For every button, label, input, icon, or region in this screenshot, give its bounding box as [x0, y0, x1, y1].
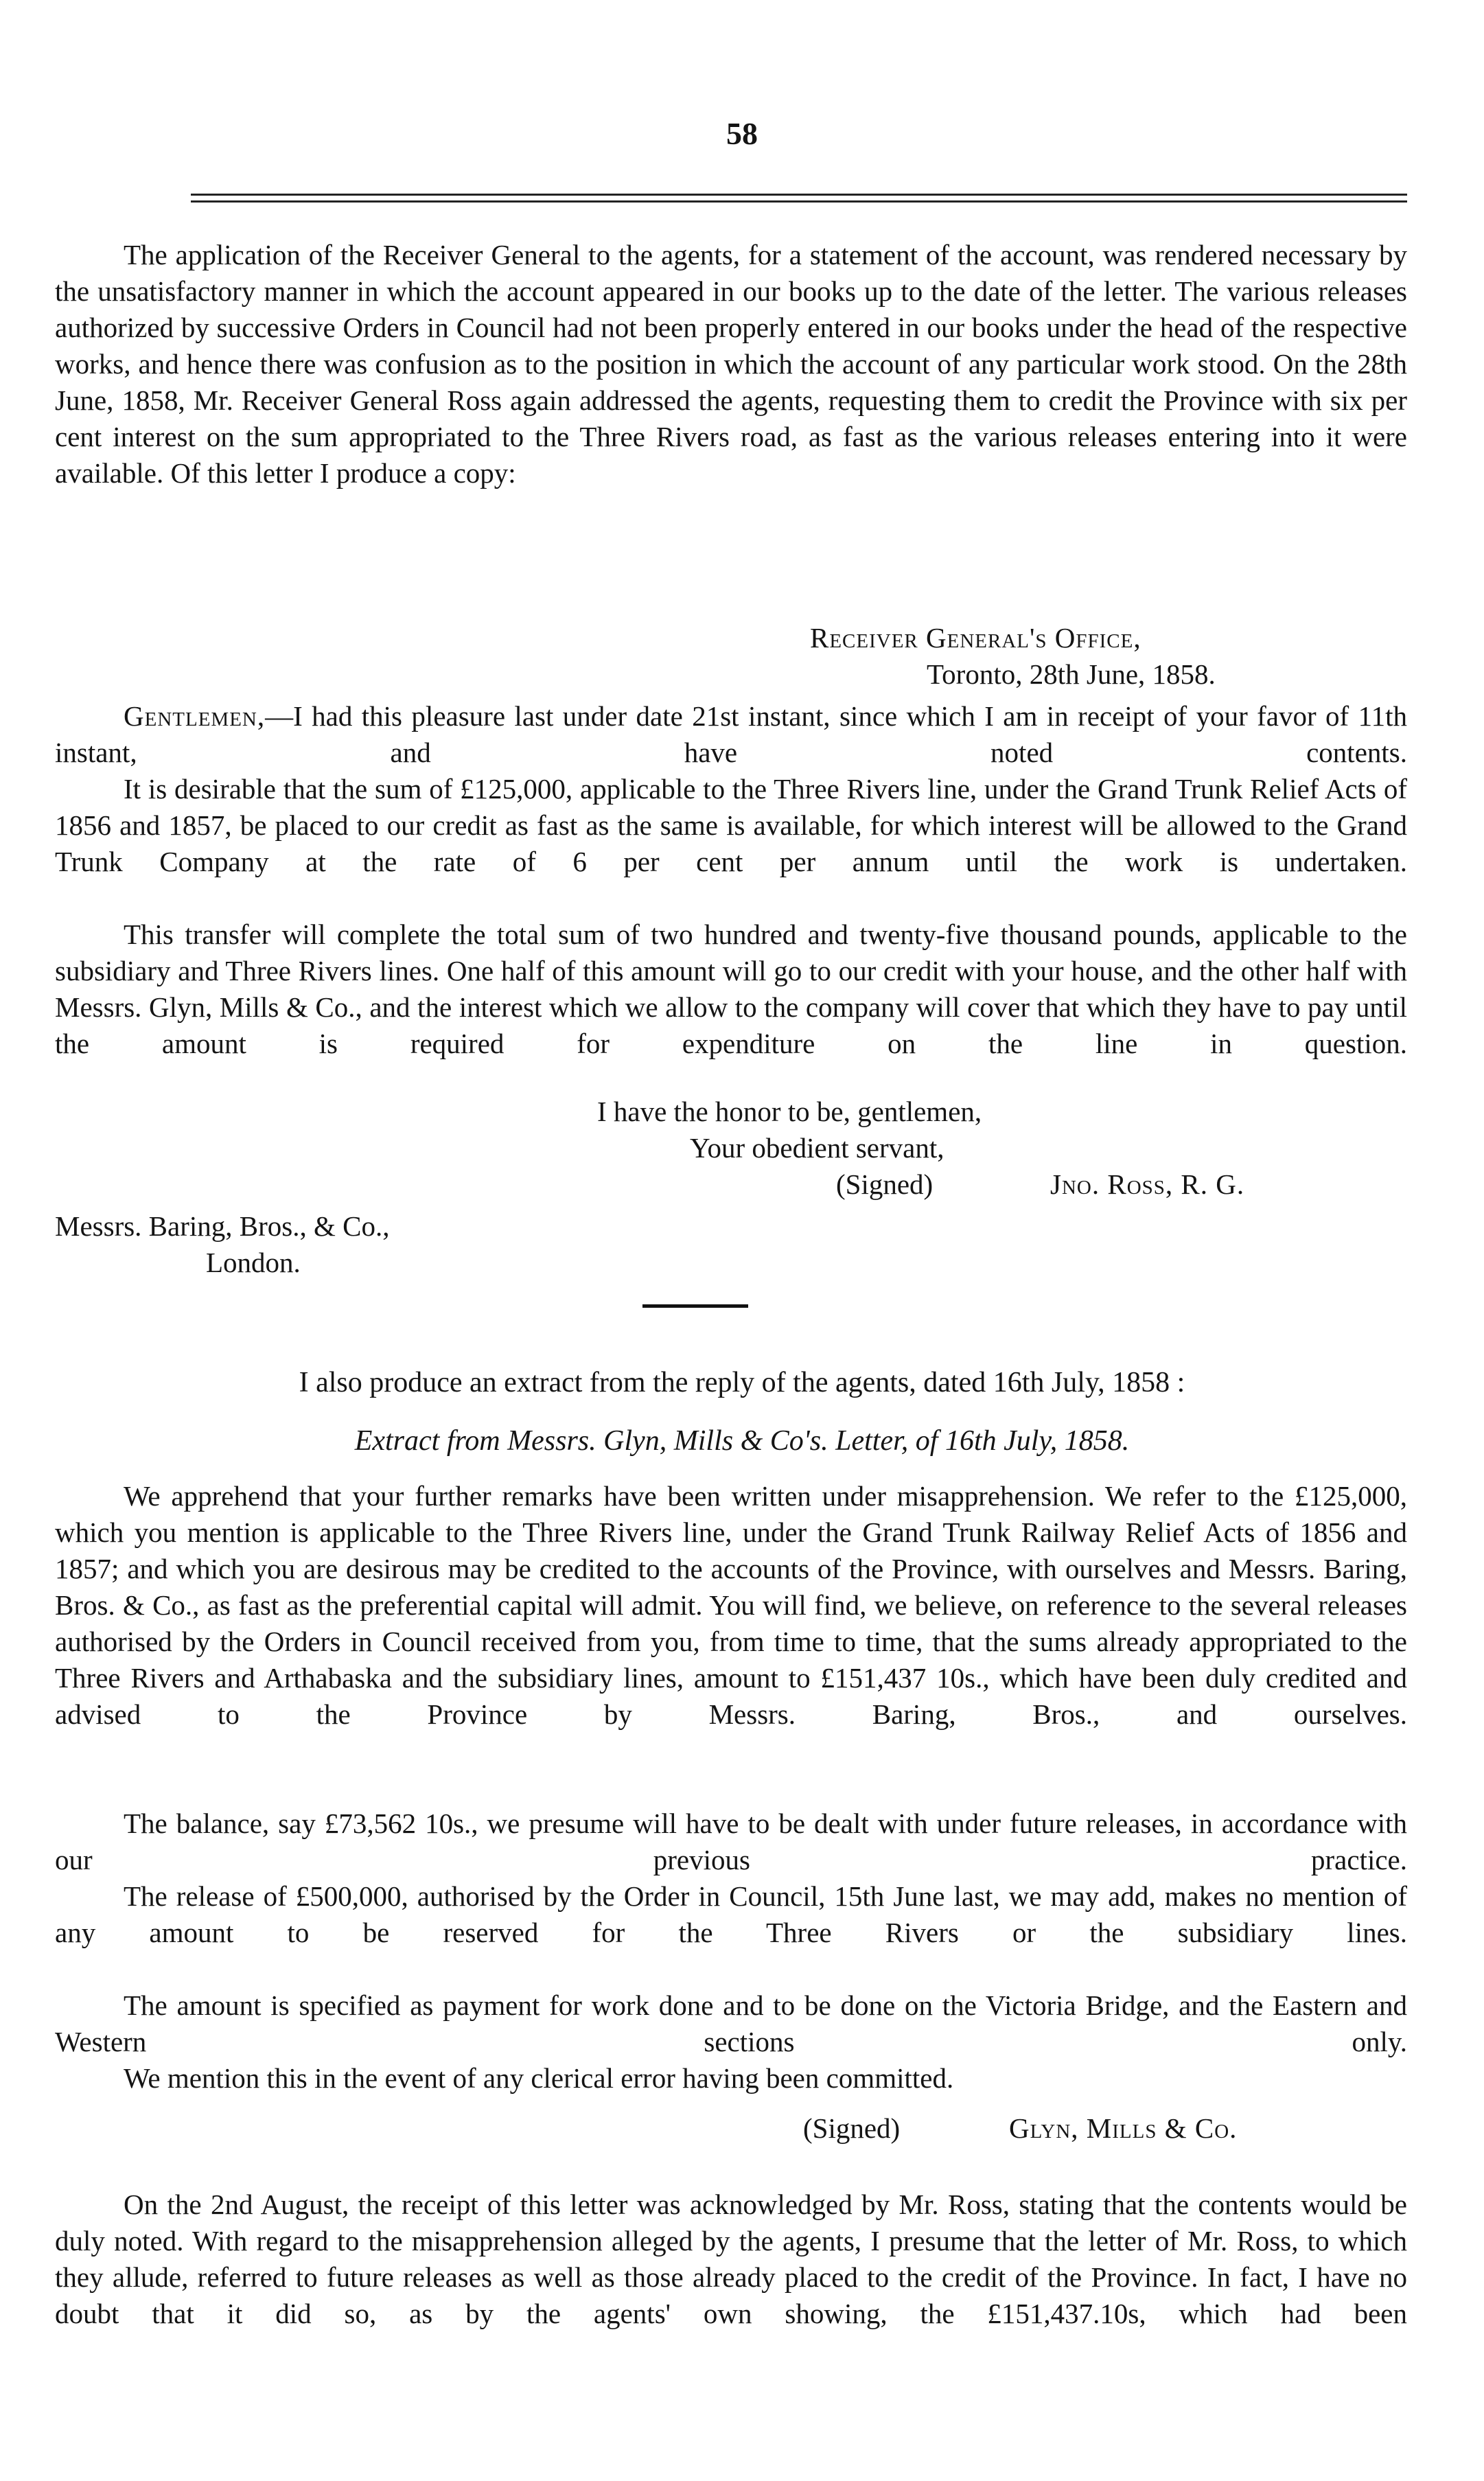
intro-paragraph: The application of the Receiver General to the agents, for a statement of the account, was rendered necessary by the unsatisfactory manner in which the account appeared in our books up to the date of the letter. The various releases authorized by successive Orders in Council had not been properly entered in our books under the head of the respective works, and hence there was confusion as to the position in which the account of any particular work stood. On the 28th June, 1858, Mr. Receiver General Ross again addressed the agents, requesting them to credit the Province with six per cent interest on the sum appropriated to the Three Rivers road, as fast as the various releases entering into it were available. Of this letter I produce a copy:: [55, 239, 1407, 489]
letter1-signed: (Signed): [836, 1168, 934, 1200]
page-number: 58: [726, 116, 758, 151]
letter2-paragraph-4: The amount is specified as payment for work done and to be done on the Victoria Bridge, and the Eastern and Western sections only.: [55, 1989, 1407, 2057]
extract-intro: I also produce an extract from the reply of the agents, dated 16th July, 1858 :: [299, 1367, 1185, 1398]
letter1-paragraph-1-text: —I had this pleasure last under date 21st instant, since which I am in receipt of your favor of 11th instant, and have noted contents.: [55, 700, 1407, 768]
letter1-paragraph-1: [55, 698, 1407, 771]
letter2-paragraph-1: We apprehend that your further remarks have been written under misapprehension. We refer to the £125,000, which you mention is applicable to the Three Rivers line, under the Grand Trunk Railway Relief Acts of 1856 and 1857; and which you are desirous may be credited to the accounts of the Province, with ourselves and Messrs. Baring, Bros. & Co., as fast as the preferential capital will admit. You will find, we believe, on reference to the several releases authorised by the Orders in Council received from you, from time to time, that the sums already appropriated to the Three Rivers and Arthabaska and the subsidiary lines, amount to £151,437 10s., which have been duly credited and advised to the Province by Messrs. Baring, Bros., and ourselves.: [55, 1480, 1407, 1730]
closing-paragraph: On the 2nd August, the receipt of this letter was acknowledged by Mr. Ross, stating that the contents would be duly noted. With regard to the misapprehension alleged by the agents, I presume that the letter of Mr. Ross, to which they allude, referred to future releases as well as those already placed to the credit of the Province. In fact, I have no doubt that it did so, as by the agents' own showing, the £151,437.10s, which had been: [55, 2189, 1407, 2329]
letter1-addressee-2: London.: [206, 1247, 301, 1278]
extract-title: Extract from Messrs. Glyn, Mills & Co's. Letter, of 16th July, 1858.: [354, 1425, 1130, 1457]
letter2-paragraph-2: The balance, say £73,562 10s., we presume will have to be dealt with under future releases, in accordance with our previous practice.: [55, 1808, 1407, 1876]
letter1-addressee-1: Messrs. Baring, Bros., & Co.,: [55, 1210, 390, 1242]
section-divider: [642, 1304, 748, 1308]
letter2-signature: Glyn, Mills & Co.: [1009, 2112, 1238, 2144]
letter1-salutation: Gentlemen,: [124, 700, 266, 732]
letter1-office: Receiver General's Office,: [810, 622, 1141, 654]
letter1-signature: Jno. Ross, R. G.: [1050, 1168, 1245, 1200]
letter1-place-date: Toronto, 28th June, 1858.: [927, 658, 1216, 690]
letter1-closing-1: I have the honor to be, gentlemen,: [597, 1096, 982, 1127]
letter2-paragraph-5: We mention this in the event of any clerical error having been committed.: [124, 2062, 954, 2094]
header-rule-top: [191, 194, 1407, 196]
letter1-paragraph-3: This transfer will complete the total sum of two hundred and twenty-five thousand pounds, applicable to the subsidiary and Three Rivers lines. One half of this amount will go to our credit with your house, and the other half with Messrs. Glyn, Mills & Co., and the interest which we allow to the company will cover that which they have to pay until the amount is required for expenditure on the line in question.: [55, 919, 1407, 1059]
letter1-closing-2: Your obedient servant,: [690, 1132, 944, 1164]
letter2-signed: (Signed): [803, 2112, 901, 2144]
letter2-paragraph-3: The release of £500,000, authorised by the Order in Council, 15th June last, we may add, makes no mention of any amount to be reserved for the Three Rivers or the subsidiary lines.: [55, 1880, 1407, 1948]
letter1-paragraph-2: It is desirable that the sum of £125,000, applicable to the Three Rivers line, under the Grand Trunk Relief Acts of 1856 and 1857, be placed to our credit as fast as the same is available, for which interest will be allowed to the Grand Trunk Company at the rate of 6 per cent per annum until the work is undertaken.: [55, 773, 1407, 877]
header-rule-bottom: [191, 200, 1407, 203]
